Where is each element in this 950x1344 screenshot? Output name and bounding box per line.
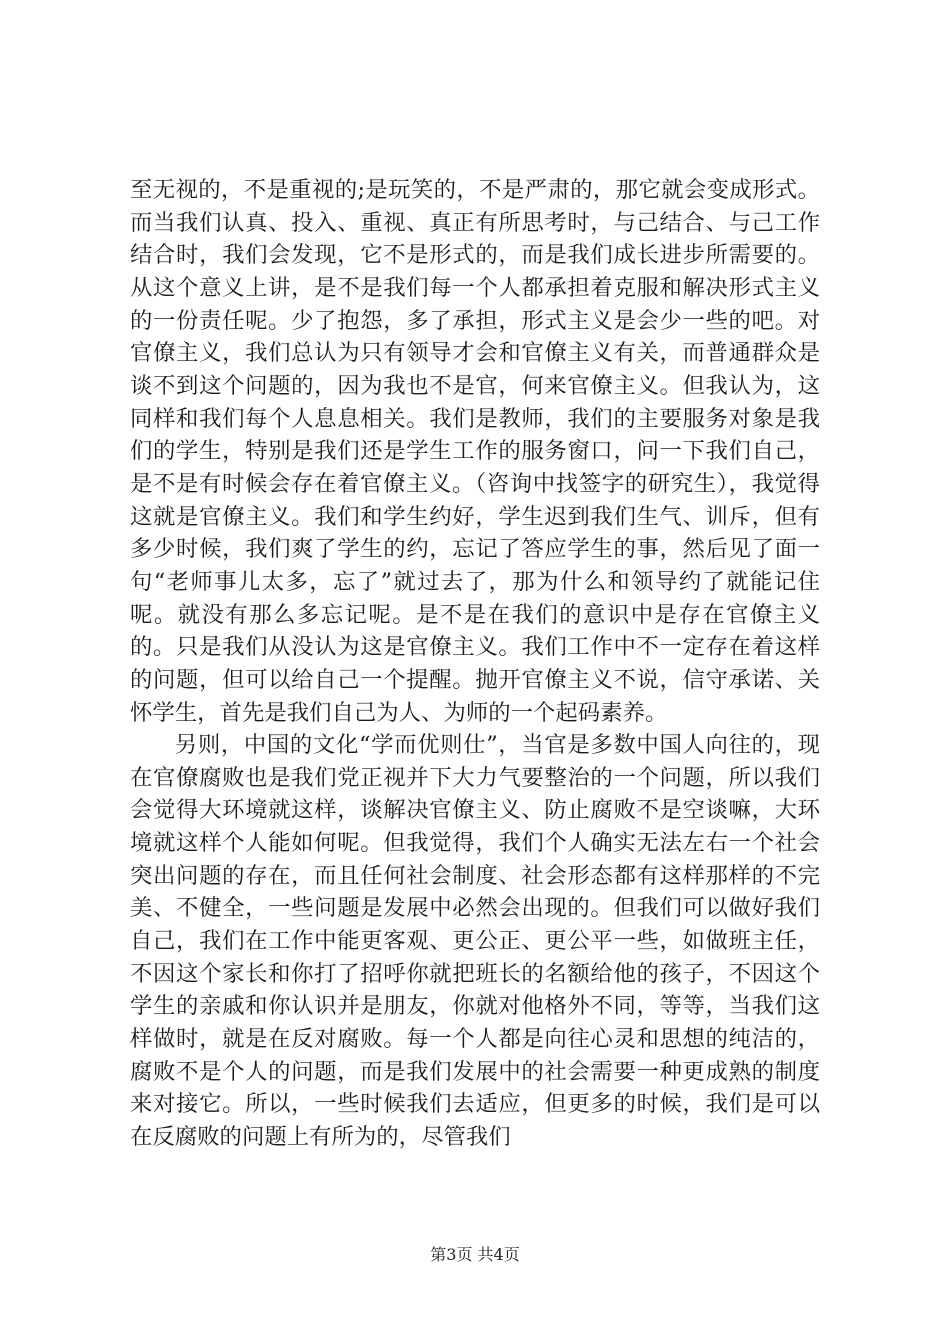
- page-number-footer: 第3页 共4页: [430, 1245, 520, 1264]
- paragraph-1: 至无视的，不是重视的;是玩笑的，不是严肃的，那它就会变成形式。而当我们认真、投入、重视、真正有所思考时，与己结合、与己工作结合时，我们会发现，它不是形式的，而是我们成长进步所需要的。从这个意义上讲，是不是我们每一个人都承担着克服和解决形式主义的一份责任呢。少了抱怨，多了承担，形式主义是会少一些的吧。对官僚主义，我们总认为只有领导才会和官僚主义有关，而普通群众是谈不到这个问题的，因为我也不是官，何来官僚主义。但我认为，这同样和我们每个人息息相关。我们是教师，我们的主要服务对象是我们的学生，特别是我们还是学生工作的服务窗口，问一下我们自己，是不是有时候会存在着官僚主义。（咨询中找签字的研究生），我觉得这就是官僚主义。我们和学生约好，学生迟到我们生气、训斥，但有多少时候，我们爽了学生的约，忘记了答应学生的事，然后见了面一句“老师事儿太多，忘了”就过去了，那为什么和领导约了就能记住呢。就没有那么多忘记呢。是不是在我们的意识中是存在官僚主义的。只是我们从没认为这是官僚主义。我们工作中不一定存在着这样的问题，但可以给自己一个提醒。抛开官僚主义不说，信守承诺、关怀学生，首先是我们自己为人、为师的一个起码素养。: [130, 177, 820, 726]
- paragraph-2: 另则，中国的文化“学而优则仕”，当官是多数中国人向往的，现在官僚腐败也是我们党正视并下大力气要整治的一个问题，所以我们会觉得大环境就这样，谈解决官僚主义、防止腐败不是空谈嘛，大环境就这样个人能如何呢。但我觉得，我们个人确实无法左右一个社会突出问题的存在，而且任何社会制度、社会形态都有这样那样的不完美、不健全，一些问题是发展中必然会出现的。但我们可以做好我们自己，我们在工作中能更客观、更公正、更公平一些，如做班主任，不因这个家长和你打了招呼你就把班长的名额给他的孩子，不因这个学生的亲戚和你认识并是朋友，你就对他格外不同，等等，当我们这样做时，就是在反对腐败。每一个人都是向往心灵和思想的纯洁的，腐败不是个人的问题，而是我们发展中的社会需要一种更成熟的制度来对接它。所以，一些时候我们去适应，但更多的时候，我们是可以在反腐败的问题上有所为的，尽管我们: [130, 732, 820, 1151]
- body-text: [130, 174, 820, 1154]
